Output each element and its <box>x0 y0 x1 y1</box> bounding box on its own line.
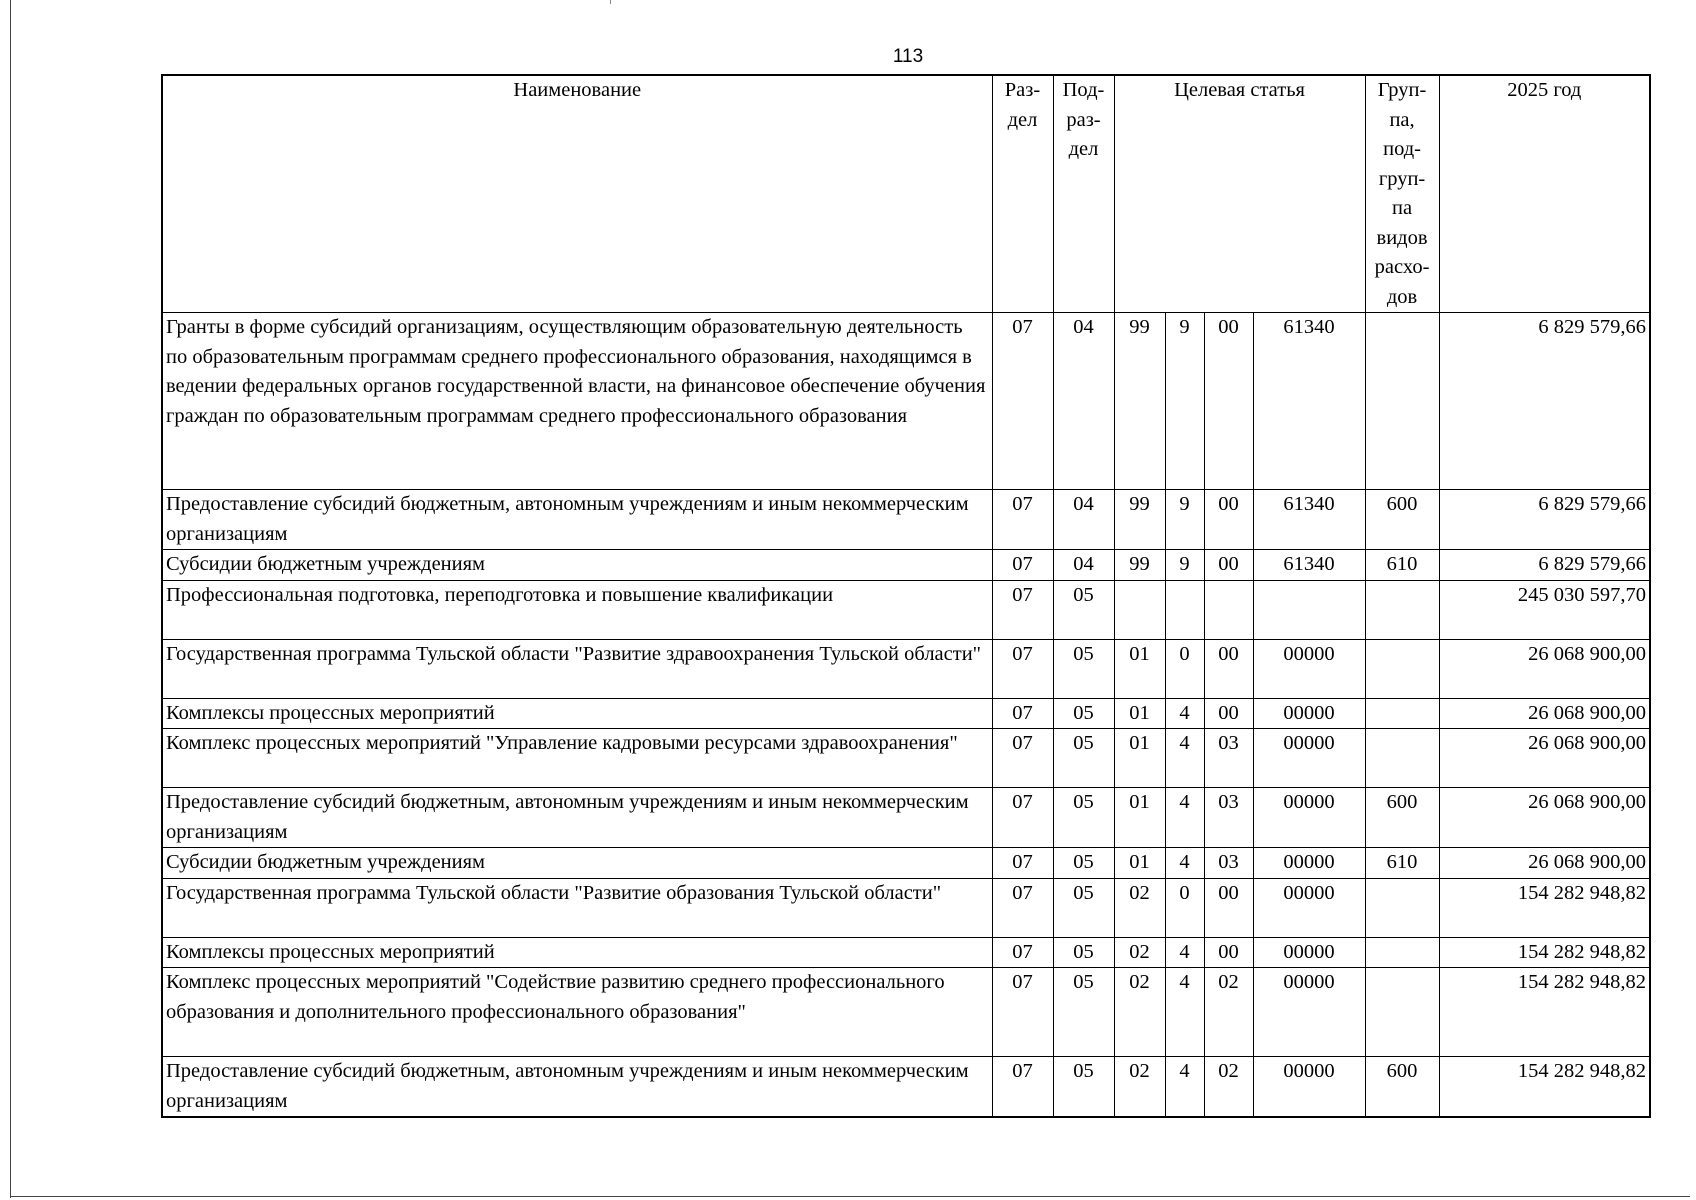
cell-name: Комплекс процессных мероприятий "Управление кадровыми ресурсами здравоохранения" <box>162 729 992 788</box>
budget-table <box>161 74 1651 1118</box>
cell-name: Гранты в форме субсидий организациям, осуществляющим образовательную деятельность по образовательным программам среднего профессионального образования, находящимся в ведении федеральных органов государственной власти, на финансовое обеспечение обучения граждан по образовательным программам среднего профессионального образования <box>162 313 992 490</box>
cell-target-direction: 00000 <box>1253 848 1365 879</box>
cell-podrazdel: 05 <box>1053 580 1114 639</box>
cell-gruppa <box>1365 698 1439 729</box>
header-year: 2025 год <box>1439 75 1650 313</box>
cell-amount: 26 068 900,00 <box>1439 788 1650 848</box>
cell-amount: 26 068 900,00 <box>1439 729 1650 788</box>
cell-amount: 154 282 948,82 <box>1439 968 1650 1057</box>
table-row <box>162 1057 1650 1118</box>
cell-gruppa: 600 <box>1365 490 1439 550</box>
cell-target-subprogram: 9 <box>1165 550 1204 581</box>
table-row <box>162 639 1650 698</box>
cell-razdel: 07 <box>992 698 1053 729</box>
cell-target-subprogram: 4 <box>1165 1057 1204 1118</box>
cell-name: Предоставление субсидий бюджетным, автономным учреждениям и иным некоммерческим организациям <box>162 788 992 848</box>
cell-target-event <box>1204 580 1253 639</box>
cell-target-program: 99 <box>1114 550 1165 581</box>
cell-podrazdel: 05 <box>1053 788 1114 848</box>
cell-amount: 26 068 900,00 <box>1439 848 1650 879</box>
cell-target-subprogram: 4 <box>1165 788 1204 848</box>
cell-podrazdel: 05 <box>1053 639 1114 698</box>
header-podrazdel: Под- раз- дел <box>1053 75 1114 313</box>
cell-target-program: 02 <box>1114 1057 1165 1118</box>
cell-amount: 154 282 948,82 <box>1439 937 1650 968</box>
cell-name: Государственная программа Тульской области "Развитие образования Тульской области" <box>162 878 992 937</box>
cell-target-event: 03 <box>1204 848 1253 879</box>
cell-gruppa: 610 <box>1365 550 1439 581</box>
cell-target-event: 03 <box>1204 788 1253 848</box>
scan-border-bottom <box>10 1196 1690 1197</box>
cell-razdel: 07 <box>992 878 1053 937</box>
cell-amount: 26 068 900,00 <box>1439 639 1650 698</box>
cell-podrazdel: 05 <box>1053 968 1114 1057</box>
cell-razdel: 07 <box>992 848 1053 879</box>
cell-amount: 26 068 900,00 <box>1439 698 1650 729</box>
cell-amount: 6 829 579,66 <box>1439 490 1650 550</box>
header-celevaya-statya: Целевая статья <box>1114 75 1365 313</box>
cell-target-subprogram: 4 <box>1165 968 1204 1057</box>
cell-target-direction: 00000 <box>1253 968 1365 1057</box>
cell-razdel: 07 <box>992 580 1053 639</box>
cell-target-direction: 61340 <box>1253 313 1365 490</box>
table-row <box>162 580 1650 639</box>
cell-podrazdel: 05 <box>1053 848 1114 879</box>
cell-podrazdel: 05 <box>1053 1057 1114 1118</box>
cell-target-program: 01 <box>1114 639 1165 698</box>
table-row <box>162 550 1650 581</box>
cell-razdel: 07 <box>992 550 1053 581</box>
cell-target-direction: 00000 <box>1253 937 1365 968</box>
cell-razdel: 07 <box>992 1057 1053 1118</box>
cell-target-program: 01 <box>1114 848 1165 879</box>
cell-name: Комплекс процессных мероприятий "Содействие развитию среднего профессионального образования и дополнительного профессионального образования" <box>162 968 992 1057</box>
cell-gruppa <box>1365 580 1439 639</box>
table-row <box>162 788 1650 848</box>
table-row <box>162 729 1650 788</box>
table-header-row <box>162 75 1650 313</box>
cell-gruppa <box>1365 878 1439 937</box>
cell-target-event: 02 <box>1204 1057 1253 1118</box>
cell-gruppa <box>1365 639 1439 698</box>
cell-target-direction: 00000 <box>1253 788 1365 848</box>
cell-target-program: 99 <box>1114 490 1165 550</box>
cell-gruppa: 600 <box>1365 788 1439 848</box>
cell-target-direction: 00000 <box>1253 698 1365 729</box>
table-row <box>162 937 1650 968</box>
scan-mark <box>610 0 611 4</box>
cell-target-subprogram: 9 <box>1165 490 1204 550</box>
table-row <box>162 313 1650 490</box>
cell-podrazdel: 05 <box>1053 729 1114 788</box>
cell-target-event: 00 <box>1204 878 1253 937</box>
cell-gruppa <box>1365 313 1439 490</box>
cell-target-program: 02 <box>1114 937 1165 968</box>
header-name: Наименование <box>162 75 992 313</box>
cell-name: Комплексы процессных мероприятий <box>162 937 992 968</box>
cell-target-direction: 61340 <box>1253 490 1365 550</box>
cell-target-program <box>1114 580 1165 639</box>
table-row <box>162 490 1650 550</box>
cell-target-subprogram: 4 <box>1165 729 1204 788</box>
cell-name: Предоставление субсидий бюджетным, автономным учреждениям и иным некоммерческим организациям <box>162 490 992 550</box>
cell-target-program: 01 <box>1114 698 1165 729</box>
cell-target-event: 00 <box>1204 550 1253 581</box>
cell-razdel: 07 <box>992 639 1053 698</box>
header-gruppa: Груп- па, под- груп- па видов расхо- дов <box>1365 75 1439 313</box>
cell-target-program: 99 <box>1114 313 1165 490</box>
cell-amount: 154 282 948,82 <box>1439 1057 1650 1118</box>
page-number: 113 <box>892 46 924 67</box>
cell-target-direction: 00000 <box>1253 639 1365 698</box>
cell-podrazdel: 04 <box>1053 550 1114 581</box>
cell-amount: 6 829 579,66 <box>1439 313 1650 490</box>
cell-name: Предоставление субсидий бюджетным, автономным учреждениям и иным некоммерческим организациям <box>162 1057 992 1118</box>
cell-target-event: 00 <box>1204 698 1253 729</box>
cell-target-event: 02 <box>1204 968 1253 1057</box>
cell-target-direction: 00000 <box>1253 1057 1365 1118</box>
cell-target-subprogram: 4 <box>1165 937 1204 968</box>
cell-gruppa: 610 <box>1365 848 1439 879</box>
cell-name: Профессиональная подготовка, переподготовка и повышение квалификации <box>162 580 992 639</box>
cell-razdel: 07 <box>992 490 1053 550</box>
cell-podrazdel: 04 <box>1053 313 1114 490</box>
cell-razdel: 07 <box>992 788 1053 848</box>
cell-razdel: 07 <box>992 968 1053 1057</box>
cell-amount: 6 829 579,66 <box>1439 550 1650 581</box>
cell-razdel: 07 <box>992 313 1053 490</box>
table-row <box>162 878 1650 937</box>
cell-target-program: 02 <box>1114 968 1165 1057</box>
cell-target-event: 00 <box>1204 313 1253 490</box>
cell-target-subprogram <box>1165 580 1204 639</box>
cell-name: Государственная программа Тульской области "Развитие здравоохранения Тульской области" <box>162 639 992 698</box>
cell-target-subprogram: 9 <box>1165 313 1204 490</box>
cell-amount: 245 030 597,70 <box>1439 580 1650 639</box>
cell-name: Комплексы процессных мероприятий <box>162 698 992 729</box>
cell-amount: 154 282 948,82 <box>1439 878 1650 937</box>
cell-razdel: 07 <box>992 937 1053 968</box>
cell-target-program: 02 <box>1114 878 1165 937</box>
cell-target-event: 00 <box>1204 937 1253 968</box>
cell-target-event: 00 <box>1204 490 1253 550</box>
cell-name: Субсидии бюджетным учреждениям <box>162 848 992 879</box>
scan-border-left <box>10 0 11 1198</box>
table-row <box>162 968 1650 1057</box>
table-body <box>162 75 1650 1117</box>
cell-target-event: 00 <box>1204 639 1253 698</box>
cell-podrazdel: 05 <box>1053 937 1114 968</box>
table-row <box>162 848 1650 879</box>
header-razdel: Раз- дел <box>992 75 1053 313</box>
cell-name: Субсидии бюджетным учреждениям <box>162 550 992 581</box>
cell-gruppa: 600 <box>1365 1057 1439 1118</box>
cell-target-subprogram: 0 <box>1165 639 1204 698</box>
cell-target-program: 01 <box>1114 788 1165 848</box>
cell-target-subprogram: 0 <box>1165 878 1204 937</box>
cell-target-direction: 61340 <box>1253 550 1365 581</box>
cell-target-program: 01 <box>1114 729 1165 788</box>
cell-podrazdel: 05 <box>1053 698 1114 729</box>
cell-razdel: 07 <box>992 729 1053 788</box>
table-row <box>162 698 1650 729</box>
cell-target-event: 03 <box>1204 729 1253 788</box>
cell-gruppa <box>1365 937 1439 968</box>
cell-podrazdel: 04 <box>1053 490 1114 550</box>
cell-target-direction: 00000 <box>1253 729 1365 788</box>
cell-target-subprogram: 4 <box>1165 848 1204 879</box>
cell-gruppa <box>1365 729 1439 788</box>
cell-target-subprogram: 4 <box>1165 698 1204 729</box>
cell-target-direction: 00000 <box>1253 878 1365 937</box>
cell-gruppa <box>1365 968 1439 1057</box>
cell-podrazdel: 05 <box>1053 878 1114 937</box>
cell-target-direction <box>1253 580 1365 639</box>
